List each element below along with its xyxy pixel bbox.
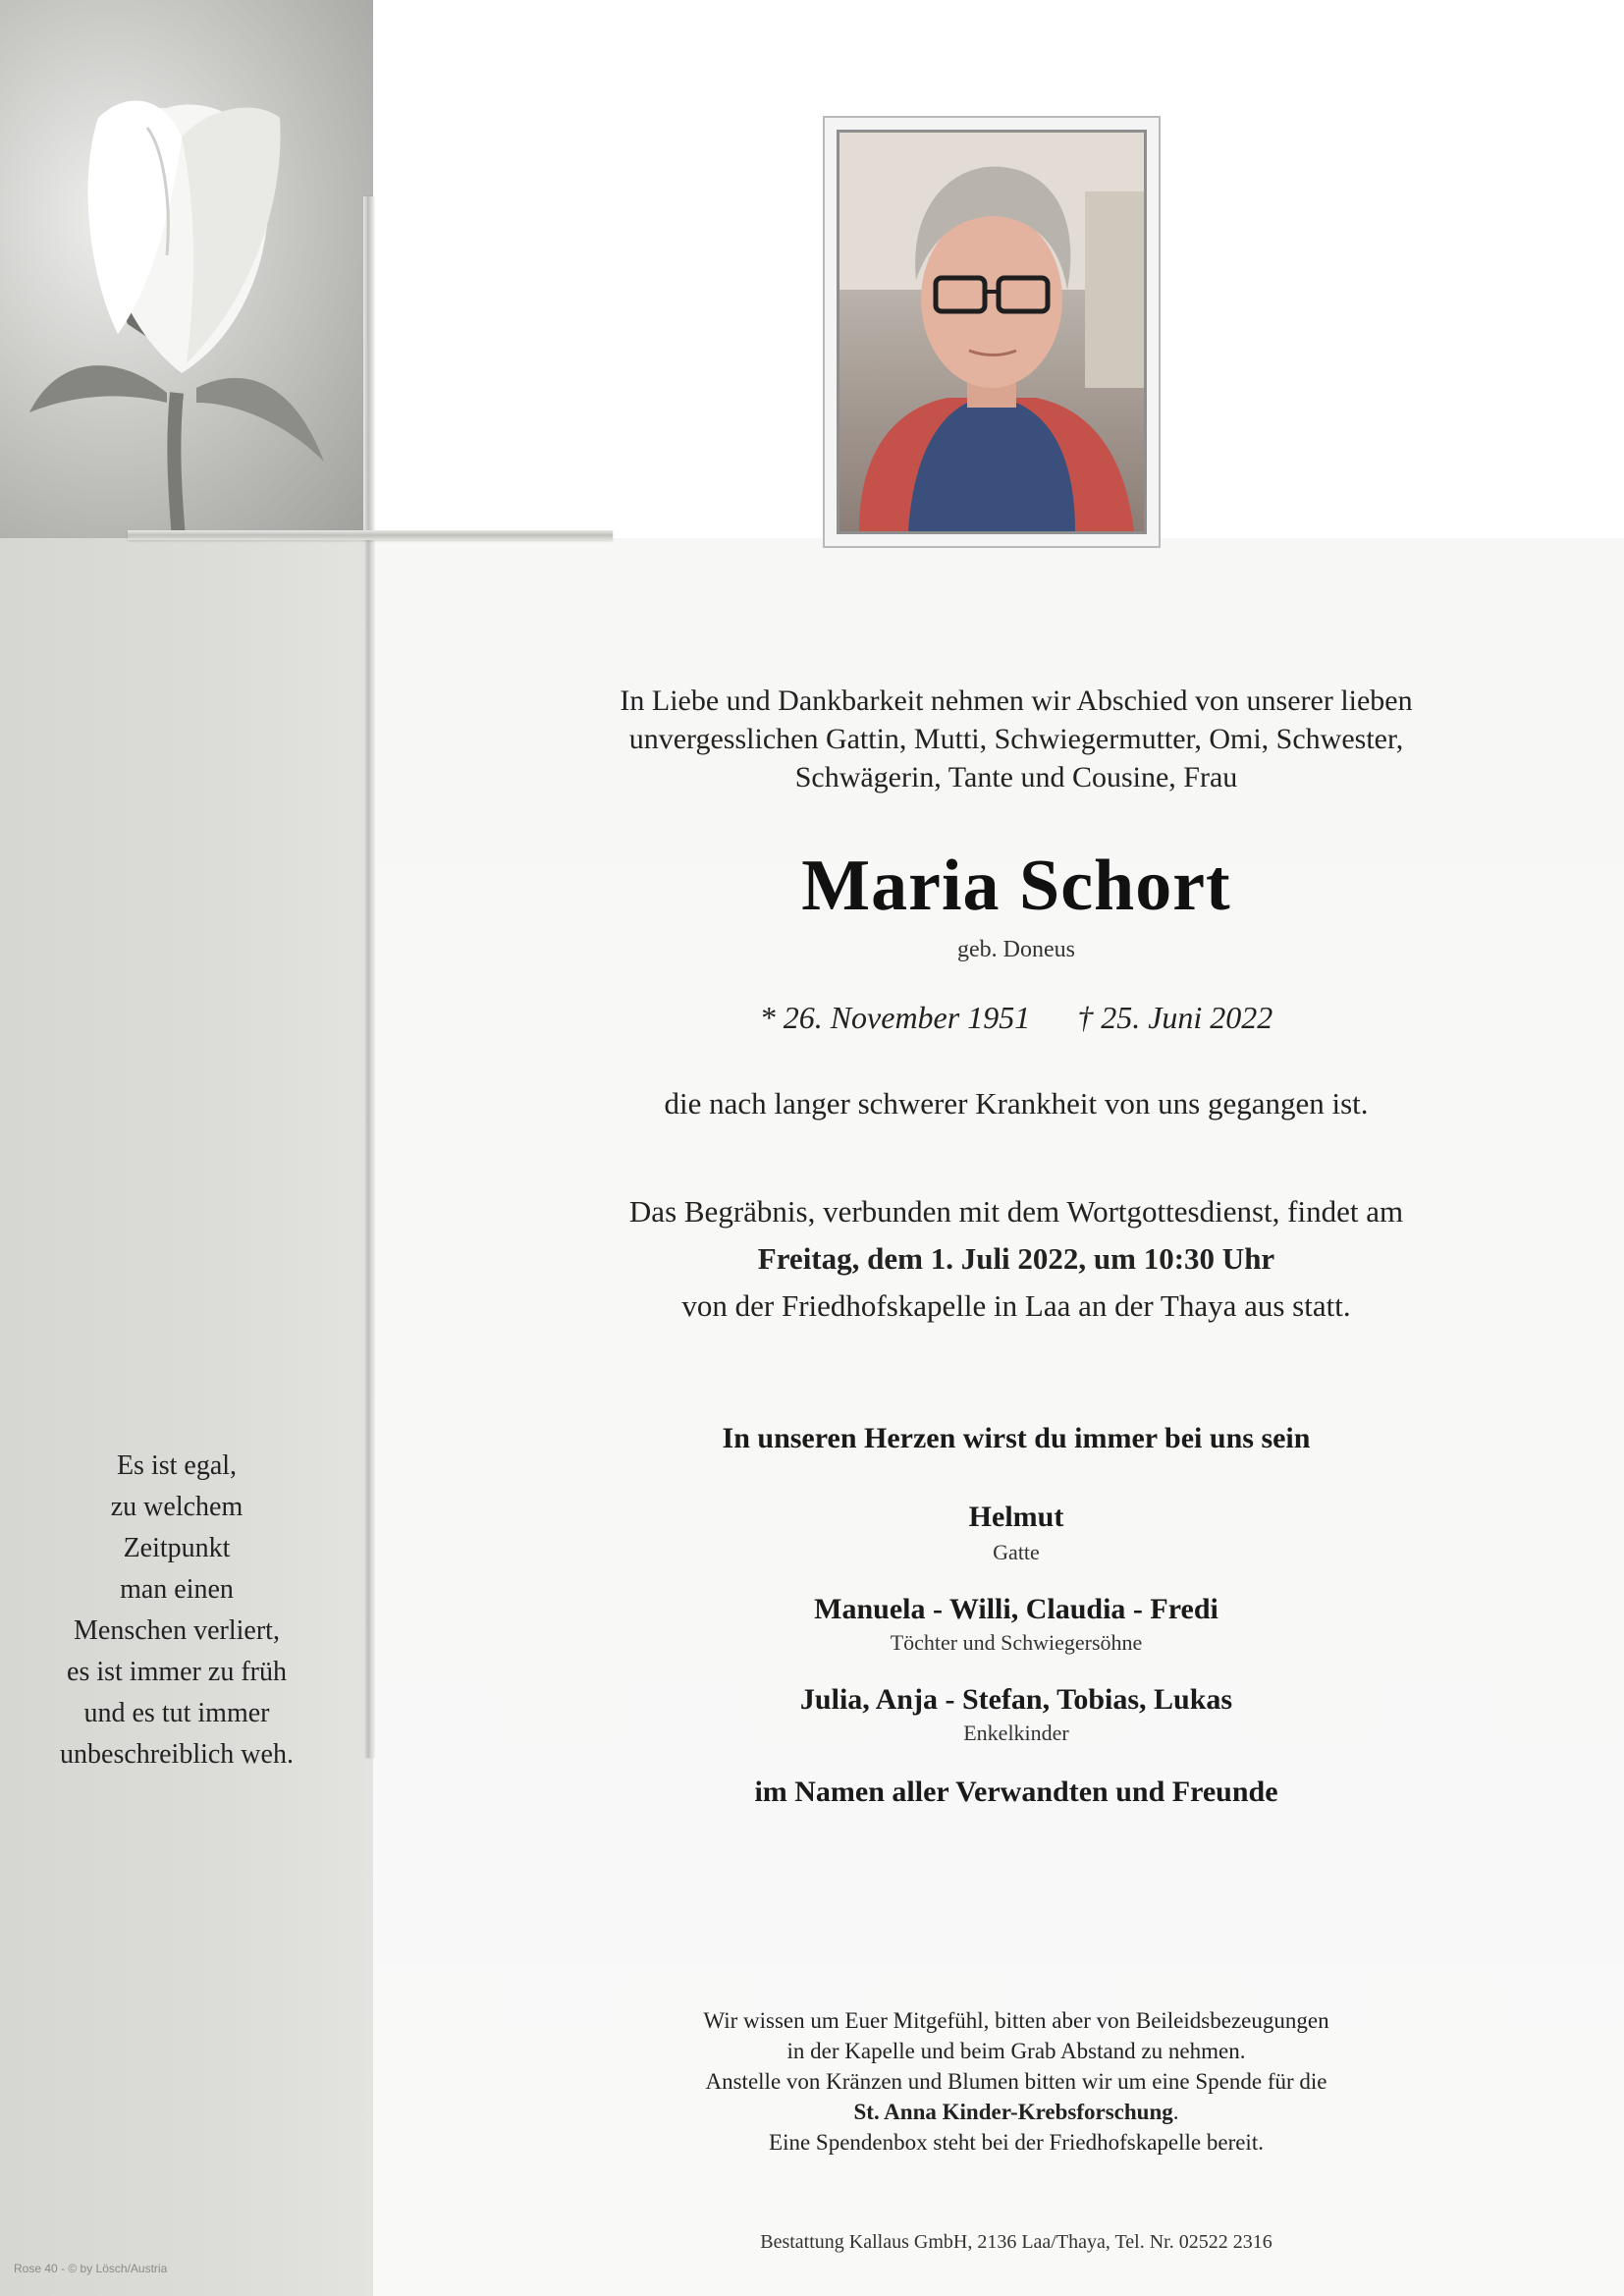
portrait-photo	[837, 130, 1147, 534]
funeral-line: Das Begräbnis, verbunden mit dem Wortgottesdienst, findet am	[628, 1194, 1404, 1229]
mourner-role: Töchter und Schwiegersöhne	[890, 1630, 1143, 1655]
charity-suffix: .	[1172, 2100, 1179, 2124]
passed-line: die nach langer schwerer Krankheit von uns gegangen ist.	[664, 1086, 1369, 1121]
funeral-location: von der Friedhofskapelle in Laa an der Thaya aus statt.	[681, 1288, 1351, 1323]
rose-image	[0, 0, 373, 538]
deceased-name: Maria Schort	[801, 846, 1231, 926]
poem-line: Zeitpunkt	[123, 1533, 231, 1563]
mourner-name: Manuela - Willi, Claudia - Fredi	[814, 1593, 1218, 1625]
rose-icon	[0, 0, 373, 538]
mourner-role: Enkelkinder	[963, 1721, 1069, 1745]
poem-line: unbeschreiblich weh.	[60, 1739, 294, 1770]
intro-line: In Liebe und Dankbarkeit nehmen wir Abschied von unserer lieben	[620, 684, 1413, 717]
mourner-name: Helmut	[968, 1501, 1064, 1533]
funeral-datetime: Freitag, dem 1. Juli 2022, um 10:30 Uhr	[757, 1241, 1275, 1276]
death-date: † 25. Juni 2022	[1077, 1000, 1273, 1035]
notice-line: Wir wissen um Euer Mitgefühl, bitten aber von Beileidsbezeugungen	[703, 2008, 1329, 2033]
image-credit: Rose 40 - © by Lösch/Austria	[14, 2262, 168, 2275]
poem-line: Es ist egal,	[116, 1450, 238, 1481]
funeral-home-footer: Bestattung Kallaus GmbH, 2136 Laa/Thaya, Tel. Nr. 02522 2316	[760, 2231, 1272, 2253]
intro-line: unvergesslichen Gattin, Mutti, Schwiegermutter, Omi, Schwester,	[628, 723, 1404, 755]
cross-vertical-bar	[363, 196, 373, 1758]
mourner-role: Gatte	[993, 1540, 1040, 1564]
funeral-info	[491, 1188, 1542, 1330]
poem-line: Menschen verliert,	[74, 1615, 280, 1646]
poem-line: man einen	[120, 1574, 234, 1605]
poem-line: zu welchem	[110, 1492, 244, 1522]
mourner-name: Julia, Anja - Stefan, Tobias, Lukas	[799, 1683, 1233, 1716]
poem-line: es ist immer zu früh	[67, 1657, 287, 1687]
portrait-frame	[823, 116, 1161, 548]
charity-name: St. Anna Kinder-Krebsforschung	[853, 2100, 1173, 2124]
notice-line: Anstelle von Kränzen und Blumen bitten wir um eine Spende für die	[705, 2069, 1327, 2094]
closing-line: im Namen aller Verwandten und Freunde	[754, 1776, 1278, 1808]
birth-date: * 26. November 1951	[759, 1000, 1031, 1035]
poem-line: und es tut immer	[83, 1698, 270, 1728]
condolence-notice	[491, 2005, 1542, 2158]
notice-line: Eine Spendenbox steht bei der Friedhofskapelle bereit.	[769, 2130, 1264, 2155]
life-dates	[491, 1000, 1542, 1036]
notice-line: in der Kapelle und beim Grab Abstand zu nehmen.	[786, 2039, 1246, 2063]
intro-text	[491, 682, 1542, 796]
birth-name: geb. Doneus	[957, 937, 1075, 962]
intro-line: Schwägerin, Tante und Cousine, Frau	[794, 761, 1238, 793]
portrait-icon	[839, 133, 1144, 531]
hearts-line: In unseren Herzen wirst du immer bei uns sein	[722, 1422, 1311, 1454]
cross-horizontal-bar	[128, 530, 613, 540]
memorial-poem	[20, 1446, 334, 1776]
notice-charity-line	[491, 2097, 1542, 2127]
